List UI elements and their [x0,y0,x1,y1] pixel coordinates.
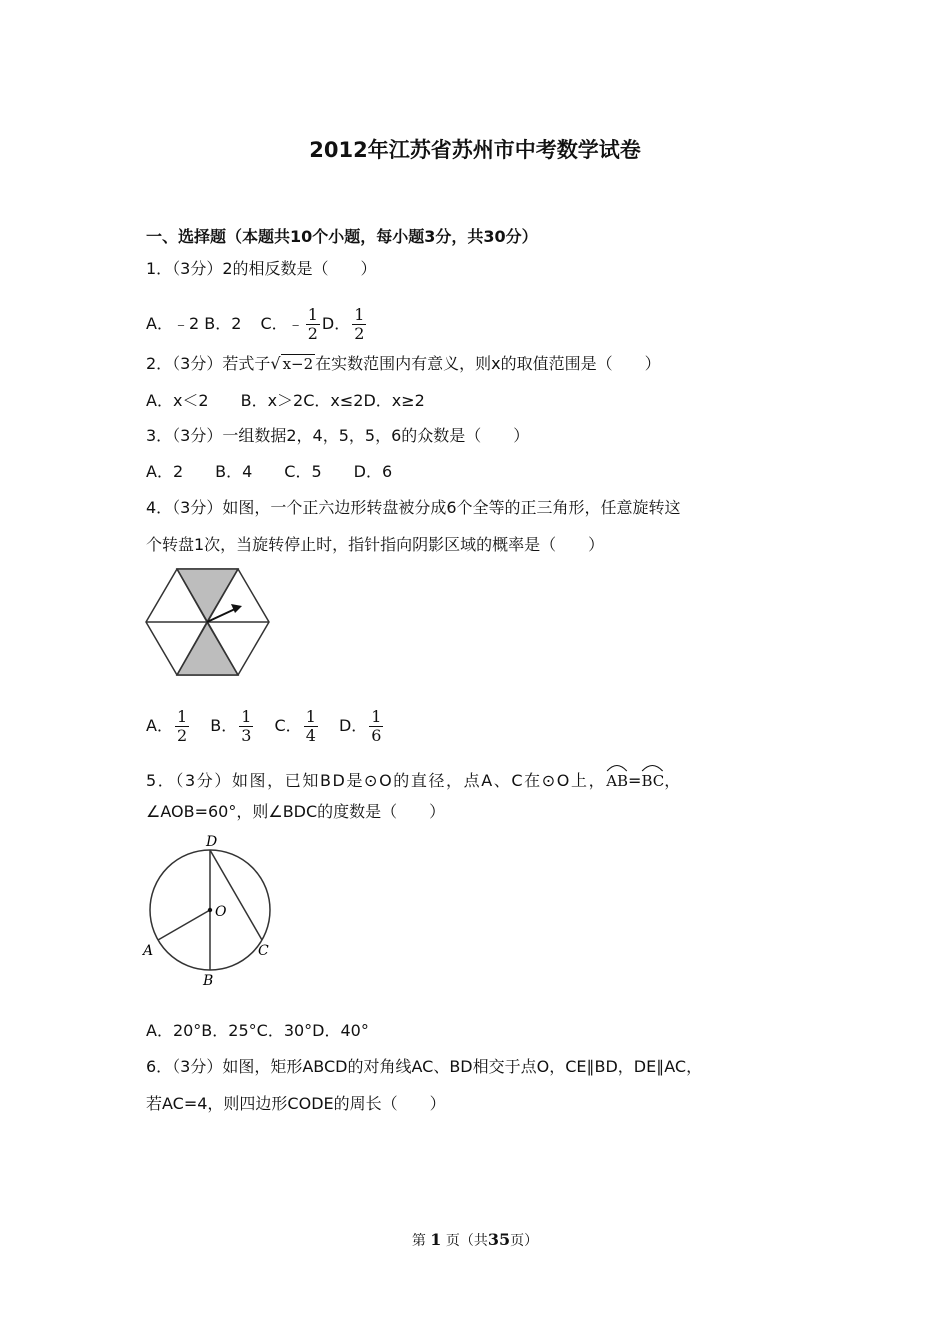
q4-option-a: A． $\frac{1}{2}$ [146,707,188,745]
question-3-stem: 3．（3分）一组数据2，4，5，5，6的众数是（ ） [146,426,530,445]
q1-option-c: C．﹣ [260,314,304,333]
question-5-options: A．20°B．25°C．30°D．40° [146,1021,369,1040]
q1-option-d-fraction: $\frac{1}{2}$ [354,305,365,343]
q4-option-c: C． $\frac{1}{4}$ [274,707,316,745]
question-1-options [146,306,368,343]
label-b: B [203,973,214,989]
label-a: A [143,943,154,959]
section-heading: 一、选择题（本题共10个小题，每小题3分，共30分） [146,227,538,246]
question-2-stem: 2．（3分）若式子√ x−2 在实数范围内有意义，则x的取值范围是（ ） [146,354,661,373]
question-5-stem-line1: 5．（3分）如图，已知BD是⊙O的直径，点A、C在⊙O上， AB= BC， [146,764,680,792]
question-5-stem-line2: ∠AOB=60°，则∠BDC的度数是（ ） [146,802,446,821]
sqrt-expression: √ x−2 [270,354,314,373]
question-4-options [146,708,385,745]
question-2-options: A．x＜2 B．x＞2C．x≤2D．x≥2 [146,391,425,410]
question-4-stem-line2: 个转盘1次，当旋转停止时，指针指向阴影区域的概率是（ ） [146,535,605,554]
page-total: 35 [487,1230,511,1249]
q4-option-b: B． $\frac{1}{3}$ [210,707,252,745]
q1-option-a: A．﹣2 [146,314,200,333]
question-1-stem: 1．（3分）2的相反数是（ ） [146,259,377,278]
label-o: O [215,904,227,920]
label-c: C [258,943,269,959]
arc-ab: AB [606,764,628,792]
page-number: 1 [430,1230,442,1249]
q1-option-d: D． [321,314,351,333]
q1-option-c-fraction: $\frac{1}{2}$ [307,305,318,343]
page-title: 2012年江苏省苏州市中考数学试卷 [309,138,641,162]
question-6-stem-line1: 6．（3分）如图，矩形ABCD的对角线AC、BD相交于点O，CE∥BD，DE∥AC， [146,1057,703,1076]
question-4-stem-line1: 4．（3分）如图，一个正六边形转盘被分成6个全等的正三角形，任意旋转这 [146,498,681,517]
arc-bc: BC [641,764,664,792]
page-footer: 第 1 页（共35页） [411,1230,539,1249]
hexagon-spinner-figure [143,566,271,678]
q4-option-d: D． $\frac{1}{6}$ [338,707,382,745]
circle-figure [140,832,280,990]
q1-option-b: B．2 [204,314,242,333]
question-6-stem-line2: 若AC=4，则四边形CODE的周长（ ） [146,1094,446,1113]
label-d: D [206,834,218,850]
question-3-options: A．2 B．4 C．5 D．6 [146,462,393,481]
